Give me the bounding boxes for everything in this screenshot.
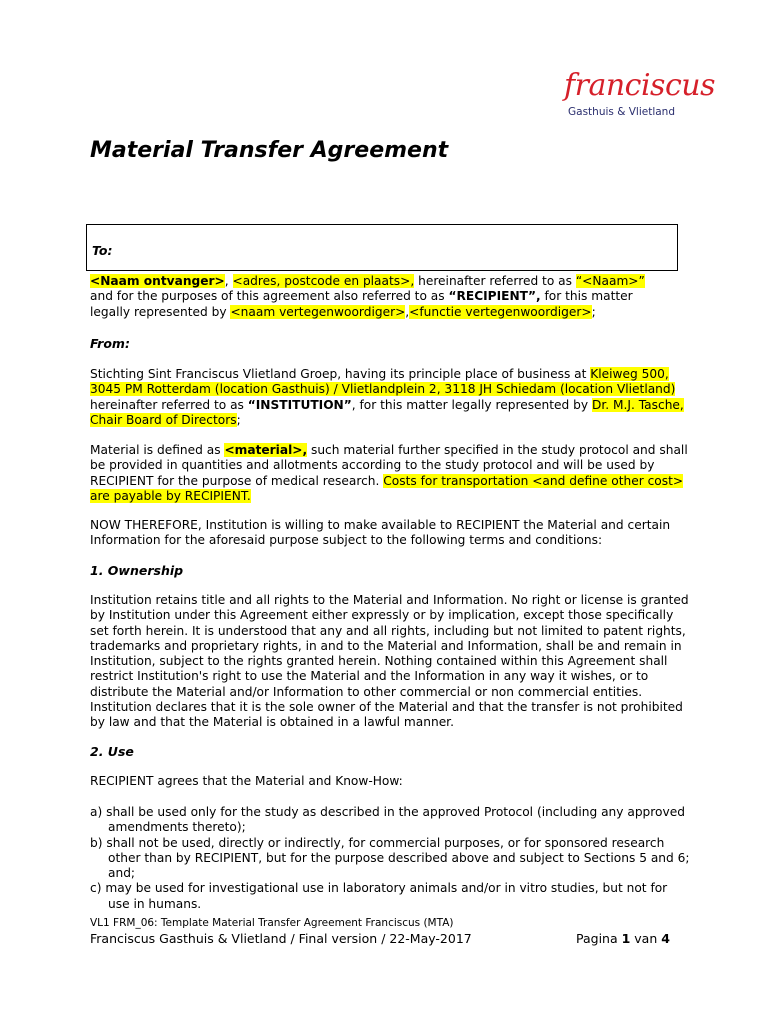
text: for this matter (540, 289, 633, 304)
page-title: Material Transfer Agreement (90, 138, 449, 163)
to-label: To: (92, 243, 113, 258)
text: hereinafter referred to as (90, 397, 248, 412)
section-2-heading: 2. Use (90, 744, 134, 759)
list-item: a) shall be used only for the study as described in the approved Protocol (including any approved amendments thereto); (90, 805, 685, 835)
representative-name-placeholder: <naam vertegenwoordiger> (230, 304, 406, 319)
footer-version: Franciscus Gasthuis & Vlietland / Final version / 22-May-2017 (90, 931, 472, 946)
material-paragraph (90, 443, 690, 504)
recipient-ref-placeholder: “<Naam>” (575, 274, 645, 288)
text: ; (236, 412, 241, 427)
text: Pagina (576, 931, 622, 946)
text: Material is defined as (90, 443, 225, 457)
text: van (630, 931, 662, 946)
recipient-name-placeholder: <Naam ontvanger> (90, 274, 225, 288)
text: legally represented by (90, 304, 231, 319)
from-heading: From: (90, 336, 130, 351)
text: ; (591, 304, 596, 319)
text: and for the purposes of this agreement also referred to as (90, 289, 449, 304)
now-therefore-paragraph: NOW THEREFORE, Institution is willing to make available to RECIPIENT the Material and certain Information for the aforesaid purpose subject to the following terms and conditions: (90, 518, 671, 548)
logo-subtitle: Gasthuis & Vlietland (568, 106, 675, 118)
text: , (405, 304, 410, 319)
institution-term: “INSTITUTION” (247, 397, 352, 412)
representative-function-placeholder: <functie vertegenwoordiger> (409, 304, 592, 319)
footer-page-number (576, 931, 670, 946)
costs-clause: Costs for transportation <and define other cost> are payable by RECIPIENT. (90, 473, 684, 503)
page-total: 4 (661, 931, 670, 946)
institution-representative: Dr. M.J. Tasche, Chair Board of Directors (90, 397, 684, 427)
logo-wordmark: franciscus (564, 68, 715, 103)
section-2-intro: RECIPIENT agrees that the Material and Know-How: (90, 774, 403, 788)
text: , (224, 274, 233, 288)
from-paragraph (90, 367, 690, 428)
page-current: 1 (621, 931, 631, 946)
text: hereinafter referred to as (414, 274, 576, 288)
recipient-paragraph (90, 274, 690, 320)
franciscus-logo (546, 60, 715, 122)
material-placeholder: <material>, (224, 443, 308, 457)
text: such material further specified in the study protocol and shall be provided in quantities and allotments according to the study protocol and will be used by RECIPIENT for the purpose of medical research. (90, 443, 688, 488)
list-item: c) may be used for investigational use in laboratory animals and/or in vitro studies, but not for use in humans. (90, 881, 668, 911)
to-box (86, 224, 678, 271)
text: , for this matter legally represented by (351, 397, 592, 412)
recipient-term: “RECIPIENT”, (448, 289, 541, 304)
section-1-text: Institution retains title and all rights to the Material and Information. No right or license is granted by Institution under this Agreement either expressly or by implication, except those specifically set forth herein. It is understood that any and all rights, including but not limited to patent rights, trademarks and proprietary rights, in and to the Material and Information, shall be and remain in Institution, subject to the rights granted herein. Nothing contained within this Agreement shall restrict Institution's right to use the Material and the Information in any way it wishes, or to distribute the Material and/or Information to other commercial or non commercial entities. Institution declares that it is the sole owner of the Material and that the transfer is not prohibited by law and that the Material is obtained in a lawful manner. (90, 593, 689, 730)
footer-template-id: VL1 FRM_06: Template Material Transfer Agreement Franciscus (MTA) (90, 917, 454, 929)
list-item: b) shall not be used, directly or indirectly, for commercial purposes, or for sponsored research other than by RECIPIENT, but for the purpose described above and subject to Sections 5 and 6; and; (90, 835, 690, 881)
text: Stichting Sint Franciscus Vlietland Groep, having its principle place of business at (90, 367, 591, 381)
institution-address: Kleiweg 500, 3045 PM Rotterdam (location Gasthuis) / Vlietlandplein 2, 3118 JH Schiedam (location Vlietland) (90, 367, 676, 397)
recipient-address-placeholder: <adres, postcode en plaats>, (232, 274, 415, 288)
section-2-list (90, 805, 690, 912)
section-1-heading: 1. Ownership (90, 563, 184, 578)
